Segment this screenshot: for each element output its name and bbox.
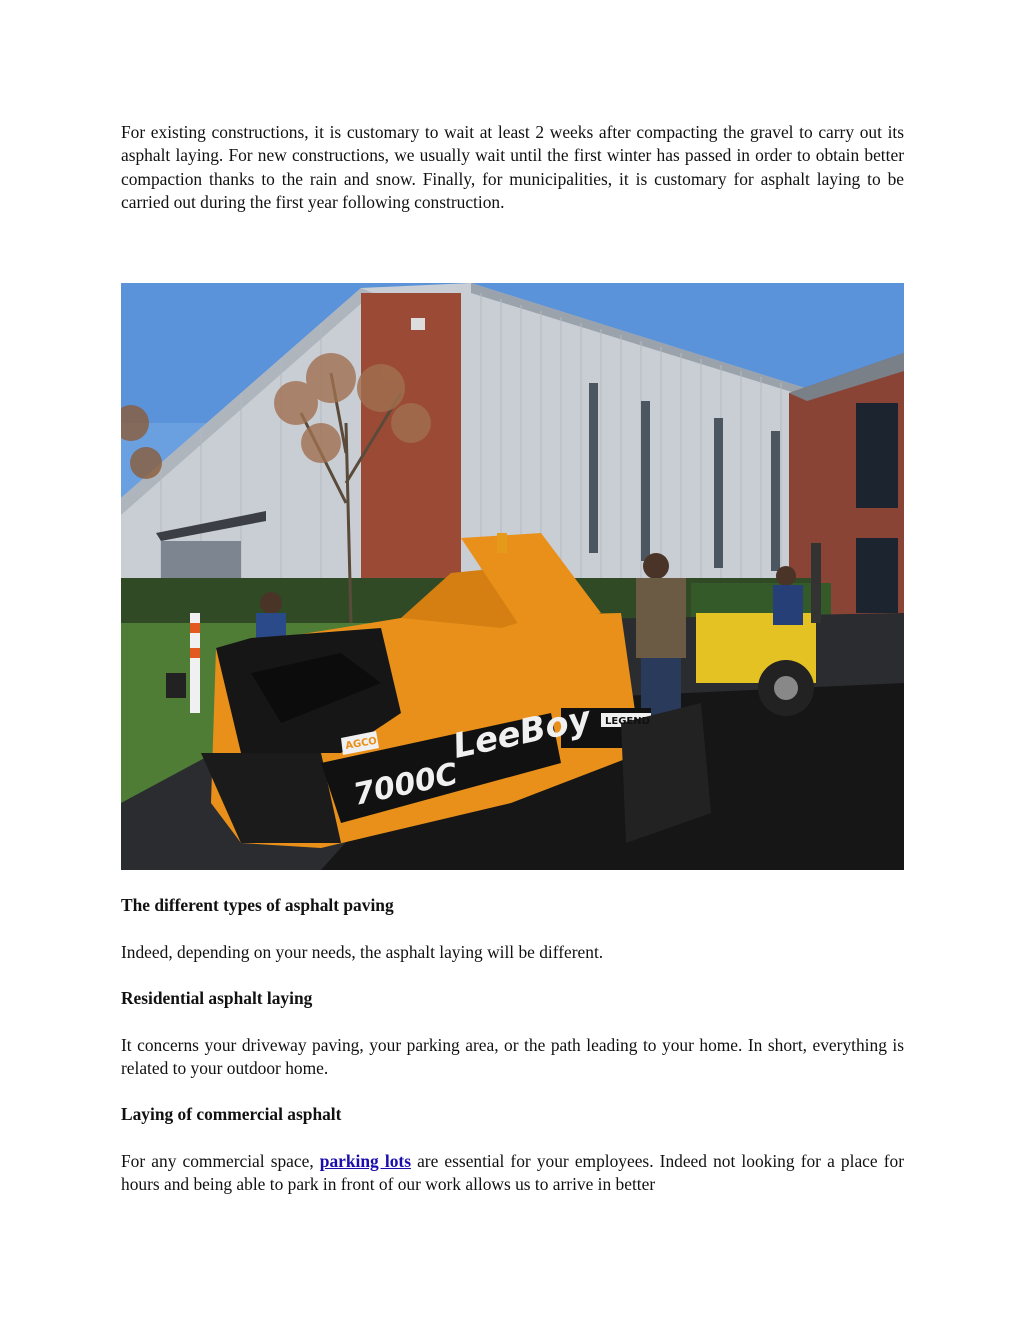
types-heading: The different types of asphalt paving [121,895,394,915]
commercial-text-before: For any commercial space, [121,1151,320,1171]
paver-brand-decal: LeeBoy [449,698,595,767]
commercial-text-after: are essential for your employees. Indeed not looking for a place for hours and being able to park in front of our work allows us to arrive in better [121,1151,905,1195]
paver-model-decal: 7000C [350,756,461,813]
intro-paragraph: For existing constructions, it is customary to wait at least 2 weeks after compacting the gravel to carry out its asphalt laying. For new constructions, we usually wait until the first winter has passed in order to obtain better compaction thanks to the rain and snow. Finally, for municipalities, it is customary for asphalt laying to be carried out during the first year following construction. [121,122,904,212]
commercial-paragraph [121,1150,904,1197]
residential-heading: Residential asphalt laying [121,988,313,1008]
types-paragraph: Indeed, depending on your needs, the asphalt laying will be different. [121,942,604,962]
residential-paragraph: It concerns your driveway paving, your parking area, or the path leading to your home. In short, everything is related to your outdoor home. [121,1035,904,1079]
parking-lots-link[interactable]: parking lots [319,1151,411,1171]
commercial-heading: Laying of commercial asphalt [121,1104,342,1124]
agco-sticker: AGCO [344,735,378,752]
asphalt-paving-photo [121,283,904,870]
legend-decal: LEGEND [605,716,650,727]
